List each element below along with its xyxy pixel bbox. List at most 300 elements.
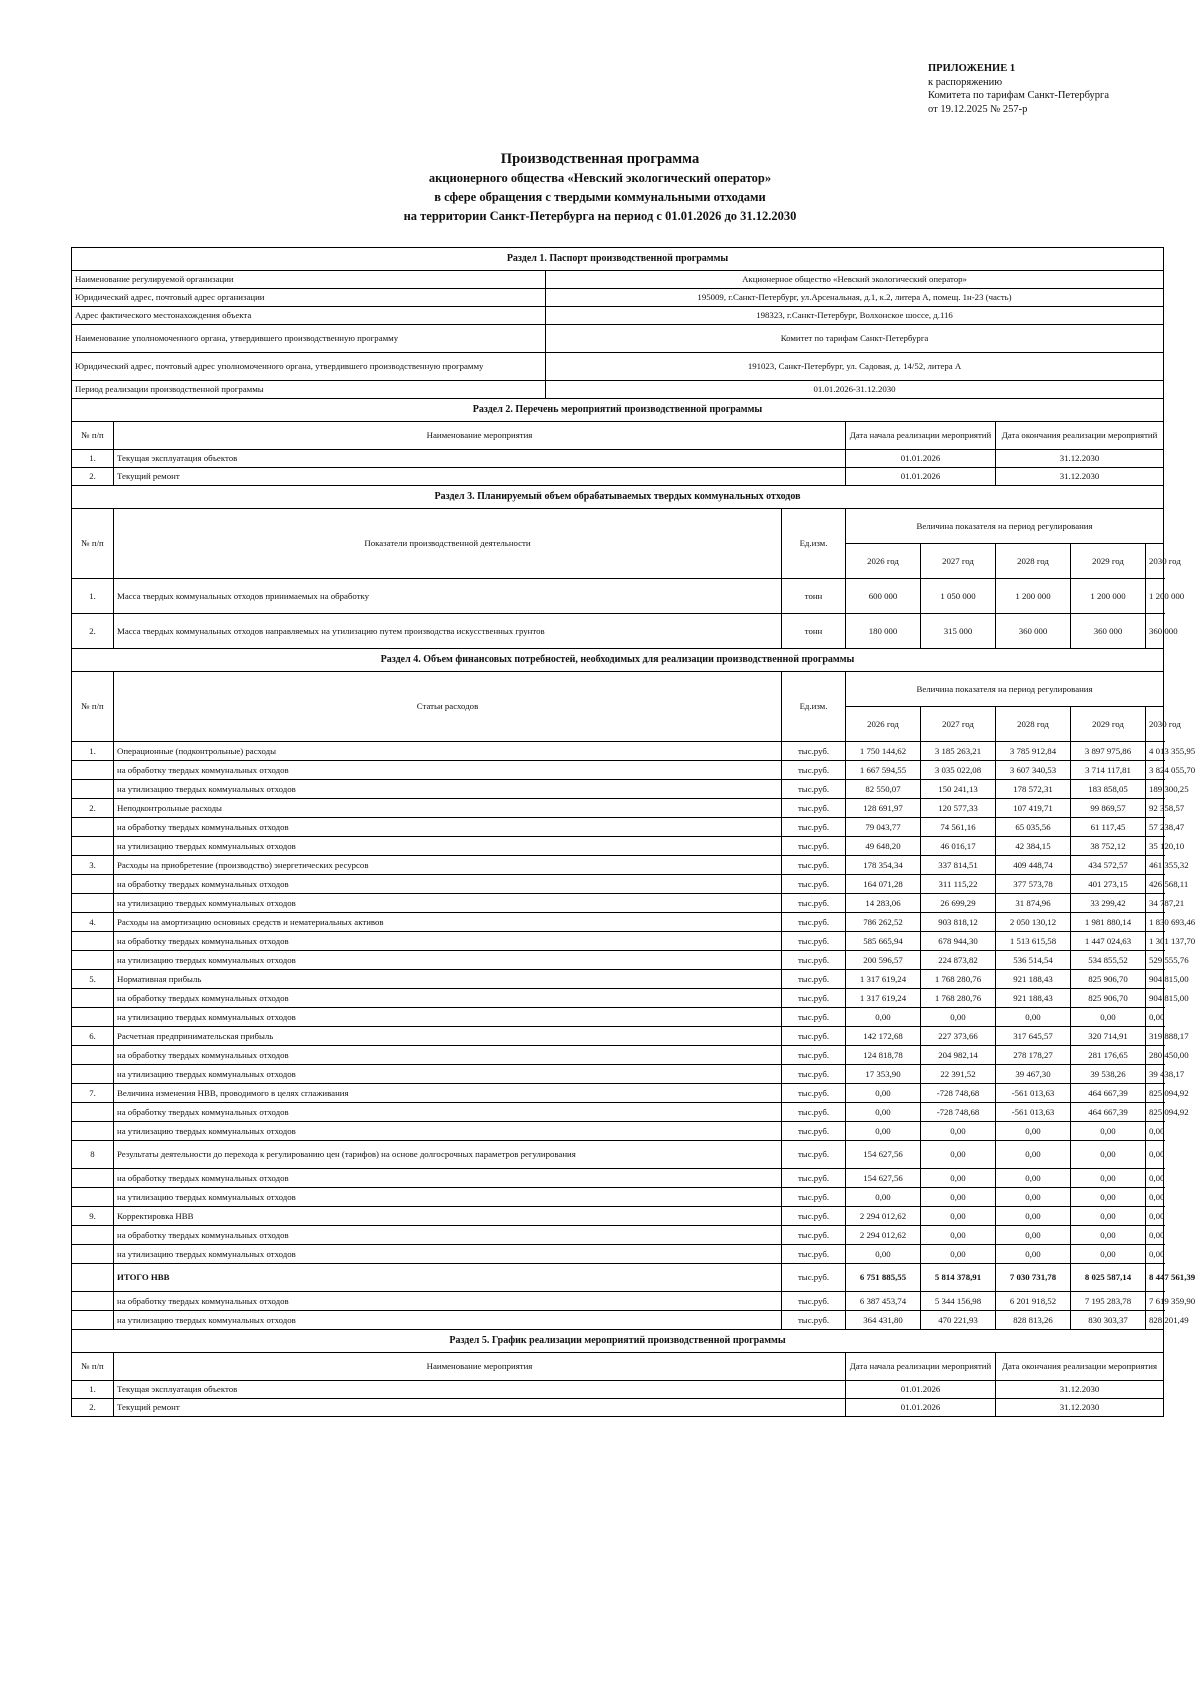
value-cell: 0,00 <box>996 1188 1071 1207</box>
value-cell: 0,00 <box>1146 1008 1164 1027</box>
row-number <box>72 875 114 894</box>
expense-subitem: на утилизацию твердых коммунальных отходов <box>114 1245 782 1264</box>
row-number <box>72 1292 114 1311</box>
value-cell: 470 221,93 <box>921 1311 996 1330</box>
value-cell: 0,00 <box>996 1122 1071 1141</box>
unit-cell: тыс.руб. <box>782 1292 846 1311</box>
expense-item: Результаты деятельности до перехода к регулированию цен (тарифов) на основе долгосрочных параметров регулирования <box>114 1141 782 1169</box>
value-cell: 124 818,78 <box>846 1046 921 1065</box>
value-cell: 1 667 594,55 <box>846 761 921 780</box>
start-date: 01.01.2026 <box>846 1381 996 1399</box>
title-line: Производственная программа <box>500 151 700 167</box>
value-cell: 0,00 <box>921 1169 996 1188</box>
column-header: Статьи расходов <box>114 672 782 742</box>
value-cell: 1 200 000 <box>1071 579 1146 614</box>
value-cell: 35 120,10 <box>1146 837 1164 856</box>
column-header: № п/п <box>72 672 114 742</box>
value-cell: 92 358,57 <box>1146 799 1164 818</box>
value-cell: 904 815,00 <box>1146 970 1164 989</box>
table-row <box>72 894 1164 913</box>
end-date: 31.12.2030 <box>996 450 1164 468</box>
expense-subitem: на утилизацию твердых коммунальных отходов <box>114 780 782 799</box>
value-cell: 189 300,25 <box>1146 780 1164 799</box>
value-cell: 38 752,12 <box>1071 837 1146 856</box>
value-cell: 0,00 <box>1071 1207 1146 1226</box>
value-cell: 0,00 <box>921 1207 996 1226</box>
row-number: 7. <box>72 1084 114 1103</box>
expense-subitem: на обработку твердых коммунальных отходов <box>114 1103 782 1122</box>
row-number: 8 <box>72 1141 114 1169</box>
row-number <box>72 1245 114 1264</box>
table-row <box>72 614 1164 649</box>
value-cell: 0,00 <box>996 1226 1071 1245</box>
value-cell: 154 627,56 <box>846 1141 921 1169</box>
row-number: 2. <box>72 799 114 818</box>
value-cell: 360 000 <box>1146 614 1164 649</box>
value-cell: 2 050 130,12 <box>996 913 1071 932</box>
value-cell: 529 555,76 <box>1146 951 1164 970</box>
value-cell: 409 448,74 <box>996 856 1071 875</box>
value-cell: 825 906,70 <box>1071 970 1146 989</box>
value-cell: 0,00 <box>846 1245 921 1264</box>
value-cell: 0,00 <box>1146 1207 1164 1226</box>
passport-value: 198323, г.Санкт-Петербург, Волхонское шоссе, д.116 <box>546 307 1164 325</box>
expense-subitem: на утилизацию твердых коммунальных отходов <box>114 1065 782 1084</box>
value-cell: 1 200 000 <box>1146 579 1164 614</box>
value-cell: 3 785 912,84 <box>996 742 1071 761</box>
value-cell: 3 824 055,70 <box>1146 761 1164 780</box>
column-header: Величина показателя на период регулирования <box>846 509 1164 544</box>
row-number: 1. <box>72 450 114 468</box>
value-cell: 150 241,13 <box>921 780 996 799</box>
unit-cell: тыс.руб. <box>782 989 846 1008</box>
unit-cell: тыс.руб. <box>782 1245 846 1264</box>
expense-subitem: на обработку твердых коммунальных отходов <box>114 1292 782 1311</box>
appendix-title: ПРИЛОЖЕНИЕ 1 <box>928 63 1016 74</box>
value-cell: 401 273,15 <box>1071 875 1146 894</box>
table-row <box>72 248 1164 271</box>
table-row <box>72 325 1164 353</box>
value-cell: 0,00 <box>1146 1245 1164 1264</box>
value-cell: 0,00 <box>846 1188 921 1207</box>
table-row <box>72 486 1164 509</box>
year-header: 2026 год <box>846 544 921 579</box>
value-cell: 61 117,45 <box>1071 818 1146 837</box>
value-cell: 204 982,14 <box>921 1046 996 1065</box>
column-header: Показатели производственной деятельности <box>114 509 782 579</box>
activity-name: Текущая эксплуатация объектов <box>114 1381 846 1399</box>
column-header: № п/п <box>72 509 114 579</box>
value-cell: 1 513 615,58 <box>996 932 1071 951</box>
activity-name: Текущий ремонт <box>114 468 846 486</box>
table-row <box>72 1399 1164 1417</box>
value-cell: 0,00 <box>996 1169 1071 1188</box>
start-date: 01.01.2026 <box>846 450 996 468</box>
expense-item: Корректировка НВВ <box>114 1207 782 1226</box>
section-title: Раздел 3. Планируемый объем обрабатываемых твердых коммунальных отходов <box>72 486 1164 509</box>
value-cell: 57 238,47 <box>1146 818 1164 837</box>
year-header: 2026 год <box>846 707 921 742</box>
table-row <box>72 579 1164 614</box>
value-cell: -561 013,63 <box>996 1103 1071 1122</box>
value-cell: 6 751 885,55 <box>846 1264 921 1292</box>
table-row <box>72 1353 1164 1381</box>
expense-subitem: на обработку твердых коммунальных отходов <box>114 932 782 951</box>
value-cell: 311 115,22 <box>921 875 996 894</box>
unit-cell: тыс.руб. <box>782 799 846 818</box>
expense-subitem: на утилизацию твердых коммунальных отходов <box>114 1188 782 1207</box>
end-date: 31.12.2030 <box>996 1399 1164 1417</box>
end-date: 31.12.2030 <box>996 1381 1164 1399</box>
unit-cell: тыс.руб. <box>782 1169 846 1188</box>
value-cell: 1 050 000 <box>921 579 996 614</box>
value-cell: 828 813,26 <box>996 1311 1071 1330</box>
value-cell: 921 188,43 <box>996 989 1071 1008</box>
value-cell: 360 000 <box>996 614 1071 649</box>
appendix-line: от 19.12.2025 № 257-р <box>928 103 1028 115</box>
value-cell: 1 830 693,46 <box>1146 913 1164 932</box>
title-line: акционерного общества «Невский экологический оператор» <box>428 171 772 185</box>
row-number <box>72 894 114 913</box>
passport-value: Акционерное общество «Невский экологический оператор» <box>546 271 1164 289</box>
value-cell: 0,00 <box>921 1188 996 1207</box>
unit-cell: тыс.руб. <box>782 1141 846 1169</box>
row-number: 6. <box>72 1027 114 1046</box>
passport-value: Комитет по тарифам Санкт-Петербурга <box>546 325 1164 353</box>
appendix-line: к распоряжению <box>928 76 1003 88</box>
start-date: 01.01.2026 <box>846 1399 996 1417</box>
value-cell: 536 514,54 <box>996 951 1071 970</box>
value-cell: 678 944,30 <box>921 932 996 951</box>
start-date: 01.01.2026 <box>846 468 996 486</box>
row-number: 2. <box>72 468 114 486</box>
value-cell: 828 201,49 <box>1146 1311 1164 1330</box>
value-cell: 154 627,56 <box>846 1169 921 1188</box>
value-cell: 464 667,39 <box>1071 1084 1146 1103</box>
column-header: Дата начала реализации мероприятий <box>846 422 996 450</box>
value-cell: 0,00 <box>1071 1245 1146 1264</box>
table-row <box>72 672 1164 707</box>
year-header: 2029 год <box>1071 544 1146 579</box>
unit-cell: тыс.руб. <box>782 1311 846 1330</box>
document-title <box>0 150 1200 226</box>
unit-cell: тыс.руб. <box>782 970 846 989</box>
value-cell: 1 317 619,24 <box>846 970 921 989</box>
column-header: Ед.изм. <box>782 672 846 742</box>
value-cell: 120 577,33 <box>921 799 996 818</box>
value-cell: 464 667,39 <box>1071 1103 1146 1122</box>
value-cell: 0,00 <box>1146 1169 1164 1188</box>
expense-subitem: на обработку твердых коммунальных отходов <box>114 1169 782 1188</box>
value-cell: 224 873,82 <box>921 951 996 970</box>
row-number <box>72 1103 114 1122</box>
row-number <box>72 1226 114 1245</box>
value-cell: 0,00 <box>1071 1008 1146 1027</box>
section-title: Раздел 1. Паспорт производственной программы <box>72 248 1164 271</box>
value-cell: 0,00 <box>1071 1122 1146 1141</box>
value-cell: 337 814,51 <box>921 856 996 875</box>
activity-name: Текущая эксплуатация объектов <box>114 450 846 468</box>
expense-item: Расчетная предпринимательская прибыль <box>114 1027 782 1046</box>
value-cell: 34 787,21 <box>1146 894 1164 913</box>
value-cell: 0,00 <box>921 1226 996 1245</box>
row-number: 2. <box>72 1399 114 1417</box>
row-number <box>72 1122 114 1141</box>
unit-cell: тыс.руб. <box>782 1264 846 1292</box>
value-cell: 1 750 144,62 <box>846 742 921 761</box>
expense-subitem: на утилизацию твердых коммунальных отходов <box>114 951 782 970</box>
section-title: Раздел 5. График реализации мероприятий производственной программы <box>72 1330 1164 1353</box>
title-line: на территории Санкт-Петербурга на период с 01.01.2026 до 31.12.2030 <box>403 209 797 223</box>
value-cell: 0,00 <box>921 1141 996 1169</box>
table-row <box>72 799 1164 818</box>
value-cell: 128 691,97 <box>846 799 921 818</box>
value-cell: 33 299,42 <box>1071 894 1146 913</box>
value-cell: 22 391,52 <box>921 1065 996 1084</box>
table-row <box>72 837 1164 856</box>
unit-cell: тыс.руб. <box>782 837 846 856</box>
value-cell: 1 301 137,70 <box>1146 932 1164 951</box>
row-number <box>72 951 114 970</box>
value-cell: 6 201 918,52 <box>996 1292 1071 1311</box>
row-number <box>72 1169 114 1188</box>
value-cell: 39 467,30 <box>996 1065 1071 1084</box>
year-header: 2027 год <box>921 544 996 579</box>
passport-label: Адрес фактического местонахождения объекта <box>72 307 546 325</box>
expense-subitem: на утилизацию твердых коммунальных отходов <box>114 1122 782 1141</box>
expense-item: Неподконтрольные расходы <box>114 799 782 818</box>
table-row <box>72 1084 1164 1103</box>
unit-cell: тыс.руб. <box>782 1084 846 1103</box>
table-row <box>72 1207 1164 1226</box>
table-row <box>72 780 1164 799</box>
value-cell: 39 538,26 <box>1071 1065 1146 1084</box>
row-number <box>72 1008 114 1027</box>
table-row <box>72 1103 1164 1122</box>
value-cell: 585 665,94 <box>846 932 921 951</box>
unit-cell: тыс.руб. <box>782 932 846 951</box>
value-cell: 0,00 <box>1071 1169 1146 1188</box>
table-row <box>72 1330 1164 1353</box>
value-cell: 0,00 <box>1146 1226 1164 1245</box>
value-cell: 1 768 280,76 <box>921 989 996 1008</box>
value-cell: 0,00 <box>996 1207 1071 1226</box>
column-header: Наименование мероприятия <box>114 422 846 450</box>
value-cell: 200 596,57 <box>846 951 921 970</box>
end-date: 31.12.2030 <box>996 468 1164 486</box>
expense-subitem: на обработку твердых коммунальных отходов <box>114 761 782 780</box>
table-row <box>72 1292 1164 1311</box>
row-number <box>72 818 114 837</box>
table-row <box>72 450 1164 468</box>
row-number <box>72 1065 114 1084</box>
row-number: 2. <box>72 614 114 649</box>
expense-item: Расходы на амортизацию основных средств и нематериальных активов <box>114 913 782 932</box>
value-cell: 42 384,15 <box>996 837 1071 856</box>
value-cell: 0,00 <box>846 1122 921 1141</box>
table-row <box>72 1245 1164 1264</box>
value-cell: 17 353,90 <box>846 1065 921 1084</box>
passport-label: Юридический адрес, почтовый адрес уполномоченного органа, утвердившего производственную программу <box>72 353 546 381</box>
passport-value: 01.01.2026-31.12.2030 <box>546 381 1164 399</box>
value-cell: 0,00 <box>1071 1188 1146 1207</box>
year-header: 2028 год <box>996 544 1071 579</box>
value-cell: 178 572,31 <box>996 780 1071 799</box>
value-cell: -561 013,63 <box>996 1084 1071 1103</box>
appendix-block <box>928 62 1109 116</box>
section-title: Раздел 4. Объем финансовых потребностей, необходимых для реализации производственной программы <box>72 649 1164 672</box>
value-cell: 164 071,28 <box>846 875 921 894</box>
value-cell: 5 814 378,91 <box>921 1264 996 1292</box>
expense-subitem: на обработку твердых коммунальных отходов <box>114 1226 782 1245</box>
value-cell: 142 172,68 <box>846 1027 921 1046</box>
expense-subitem: на утилизацию твердых коммунальных отходов <box>114 1311 782 1330</box>
value-cell: 320 714,91 <box>1071 1027 1146 1046</box>
table-row <box>72 1264 1164 1292</box>
activity-name: Текущий ремонт <box>114 1399 846 1417</box>
value-cell: 315 000 <box>921 614 996 649</box>
row-number <box>72 932 114 951</box>
value-cell: 0,00 <box>846 1084 921 1103</box>
unit-cell: тыс.руб. <box>782 1207 846 1226</box>
value-cell: 0,00 <box>996 1008 1071 1027</box>
passport-value: 191023, Санкт-Петербург, ул. Садовая, д. 14/52, литера А <box>546 353 1164 381</box>
expense-subitem: на обработку твердых коммунальных отходов <box>114 1046 782 1065</box>
unit-cell: тыс.руб. <box>782 894 846 913</box>
expense-subitem: на обработку твердых коммунальных отходов <box>114 989 782 1008</box>
unit-cell: тыс.руб. <box>782 818 846 837</box>
row-number <box>72 1311 114 1330</box>
unit-cell: тыс.руб. <box>782 1188 846 1207</box>
row-number <box>72 989 114 1008</box>
value-cell: 434 572,57 <box>1071 856 1146 875</box>
table-row <box>72 1381 1164 1399</box>
passport-label: Юридический адрес, почтовый адрес организации <box>72 289 546 307</box>
value-cell: 79 043,77 <box>846 818 921 837</box>
value-cell: 281 176,65 <box>1071 1046 1146 1065</box>
value-cell: 1 447 024,63 <box>1071 932 1146 951</box>
row-number <box>72 1046 114 1065</box>
value-cell: 1 200 000 <box>996 579 1071 614</box>
value-cell: 8 447 561,39 <box>1146 1264 1164 1292</box>
unit-cell: тыс.руб. <box>782 1122 846 1141</box>
value-cell: 360 000 <box>1071 614 1146 649</box>
value-cell: 600 000 <box>846 579 921 614</box>
table-row <box>72 468 1164 486</box>
row-number: 5. <box>72 970 114 989</box>
row-number <box>72 1264 114 1292</box>
value-cell: 921 188,43 <box>996 970 1071 989</box>
value-cell: 0,00 <box>846 1008 921 1027</box>
row-number <box>72 837 114 856</box>
unit-cell: тыс.руб. <box>782 1065 846 1084</box>
value-cell: 825 906,70 <box>1071 989 1146 1008</box>
column-header: Величина показателя на период регулирования <box>846 672 1164 707</box>
year-header: 2030 год <box>1146 707 1164 742</box>
expense-item: Операционные (подконтрольные) расходы <box>114 742 782 761</box>
value-cell: 0,00 <box>921 1122 996 1141</box>
value-cell: 227 373,66 <box>921 1027 996 1046</box>
year-header: 2029 год <box>1071 707 1146 742</box>
table-row <box>72 649 1164 672</box>
value-cell: 1 981 880,14 <box>1071 913 1146 932</box>
value-cell: 39 438,17 <box>1146 1065 1164 1084</box>
unit-cell: тыс.руб. <box>782 742 846 761</box>
value-cell: 46 016,17 <box>921 837 996 856</box>
value-cell: 178 354,34 <box>846 856 921 875</box>
value-cell: 1 768 280,76 <box>921 970 996 989</box>
year-header: 2030 год <box>1146 544 1164 579</box>
value-cell: 3 185 263,21 <box>921 742 996 761</box>
value-cell: 825 094,92 <box>1146 1103 1164 1122</box>
expense-subitem: на утилизацию твердых коммунальных отходов <box>114 837 782 856</box>
value-cell: 7 619 359,90 <box>1146 1292 1164 1311</box>
value-cell: 0,00 <box>996 1141 1071 1169</box>
expense-subitem: на утилизацию твердых коммунальных отходов <box>114 894 782 913</box>
table-row <box>72 271 1164 289</box>
table-row <box>72 970 1164 989</box>
column-header: Дата окончания реализации мероприятий <box>996 422 1164 450</box>
row-number <box>72 761 114 780</box>
unit-cell: тыс.руб. <box>782 1046 846 1065</box>
column-header: № п/п <box>72 422 114 450</box>
table-row <box>72 1065 1164 1084</box>
passport-label: Наименование уполномоченного органа, утвердившего производственную программу <box>72 325 546 353</box>
row-number: 3. <box>72 856 114 875</box>
value-cell: 31 874,96 <box>996 894 1071 913</box>
table-row <box>72 913 1164 932</box>
value-cell: 461 355,32 <box>1146 856 1164 875</box>
row-number: 9. <box>72 1207 114 1226</box>
table-row <box>72 875 1164 894</box>
value-cell: 3 714 117,81 <box>1071 761 1146 780</box>
unit-cell: тонн <box>782 614 846 649</box>
column-header: Дата окончания реализации мероприятия <box>996 1353 1164 1381</box>
passport-value: 195009, г.Санкт-Петербург, ул.Арсенальная, д.1, к.2, литера А, помещ. 1н-23 (часть) <box>546 289 1164 307</box>
table-row <box>72 307 1164 325</box>
unit-cell: тыс.руб. <box>782 1103 846 1122</box>
value-cell: 317 645,57 <box>996 1027 1071 1046</box>
value-cell: 903 818,12 <box>921 913 996 932</box>
value-cell: 0,00 <box>1071 1141 1146 1169</box>
row-number <box>72 780 114 799</box>
value-cell: 14 283,06 <box>846 894 921 913</box>
value-cell: 377 573,78 <box>996 875 1071 894</box>
table-row <box>72 1008 1164 1027</box>
expense-item: Нормативная прибыль <box>114 970 782 989</box>
expense-subitem: на обработку твердых коммунальных отходов <box>114 818 782 837</box>
unit-cell: тыс.руб. <box>782 761 846 780</box>
value-cell: 1 317 619,24 <box>846 989 921 1008</box>
table-row <box>72 1311 1164 1330</box>
table-row <box>72 353 1164 381</box>
value-cell: 26 699,29 <box>921 894 996 913</box>
value-cell: 65 035,56 <box>996 818 1071 837</box>
value-cell: 7 030 731,78 <box>996 1264 1071 1292</box>
unit-cell: тыс.руб. <box>782 780 846 799</box>
column-header: Ед.изм. <box>782 509 846 579</box>
column-header: № п/п <box>72 1353 114 1381</box>
value-cell: 0,00 <box>996 1245 1071 1264</box>
table-row <box>72 989 1164 1008</box>
value-cell: 3 035 022,08 <box>921 761 996 780</box>
table-row <box>72 742 1164 761</box>
table-row <box>72 381 1164 399</box>
unit-cell: тыс.руб. <box>782 951 846 970</box>
row-number: 1. <box>72 1381 114 1399</box>
expense-item: ИТОГО НВВ <box>114 1264 782 1292</box>
year-header: 2028 год <box>996 707 1071 742</box>
